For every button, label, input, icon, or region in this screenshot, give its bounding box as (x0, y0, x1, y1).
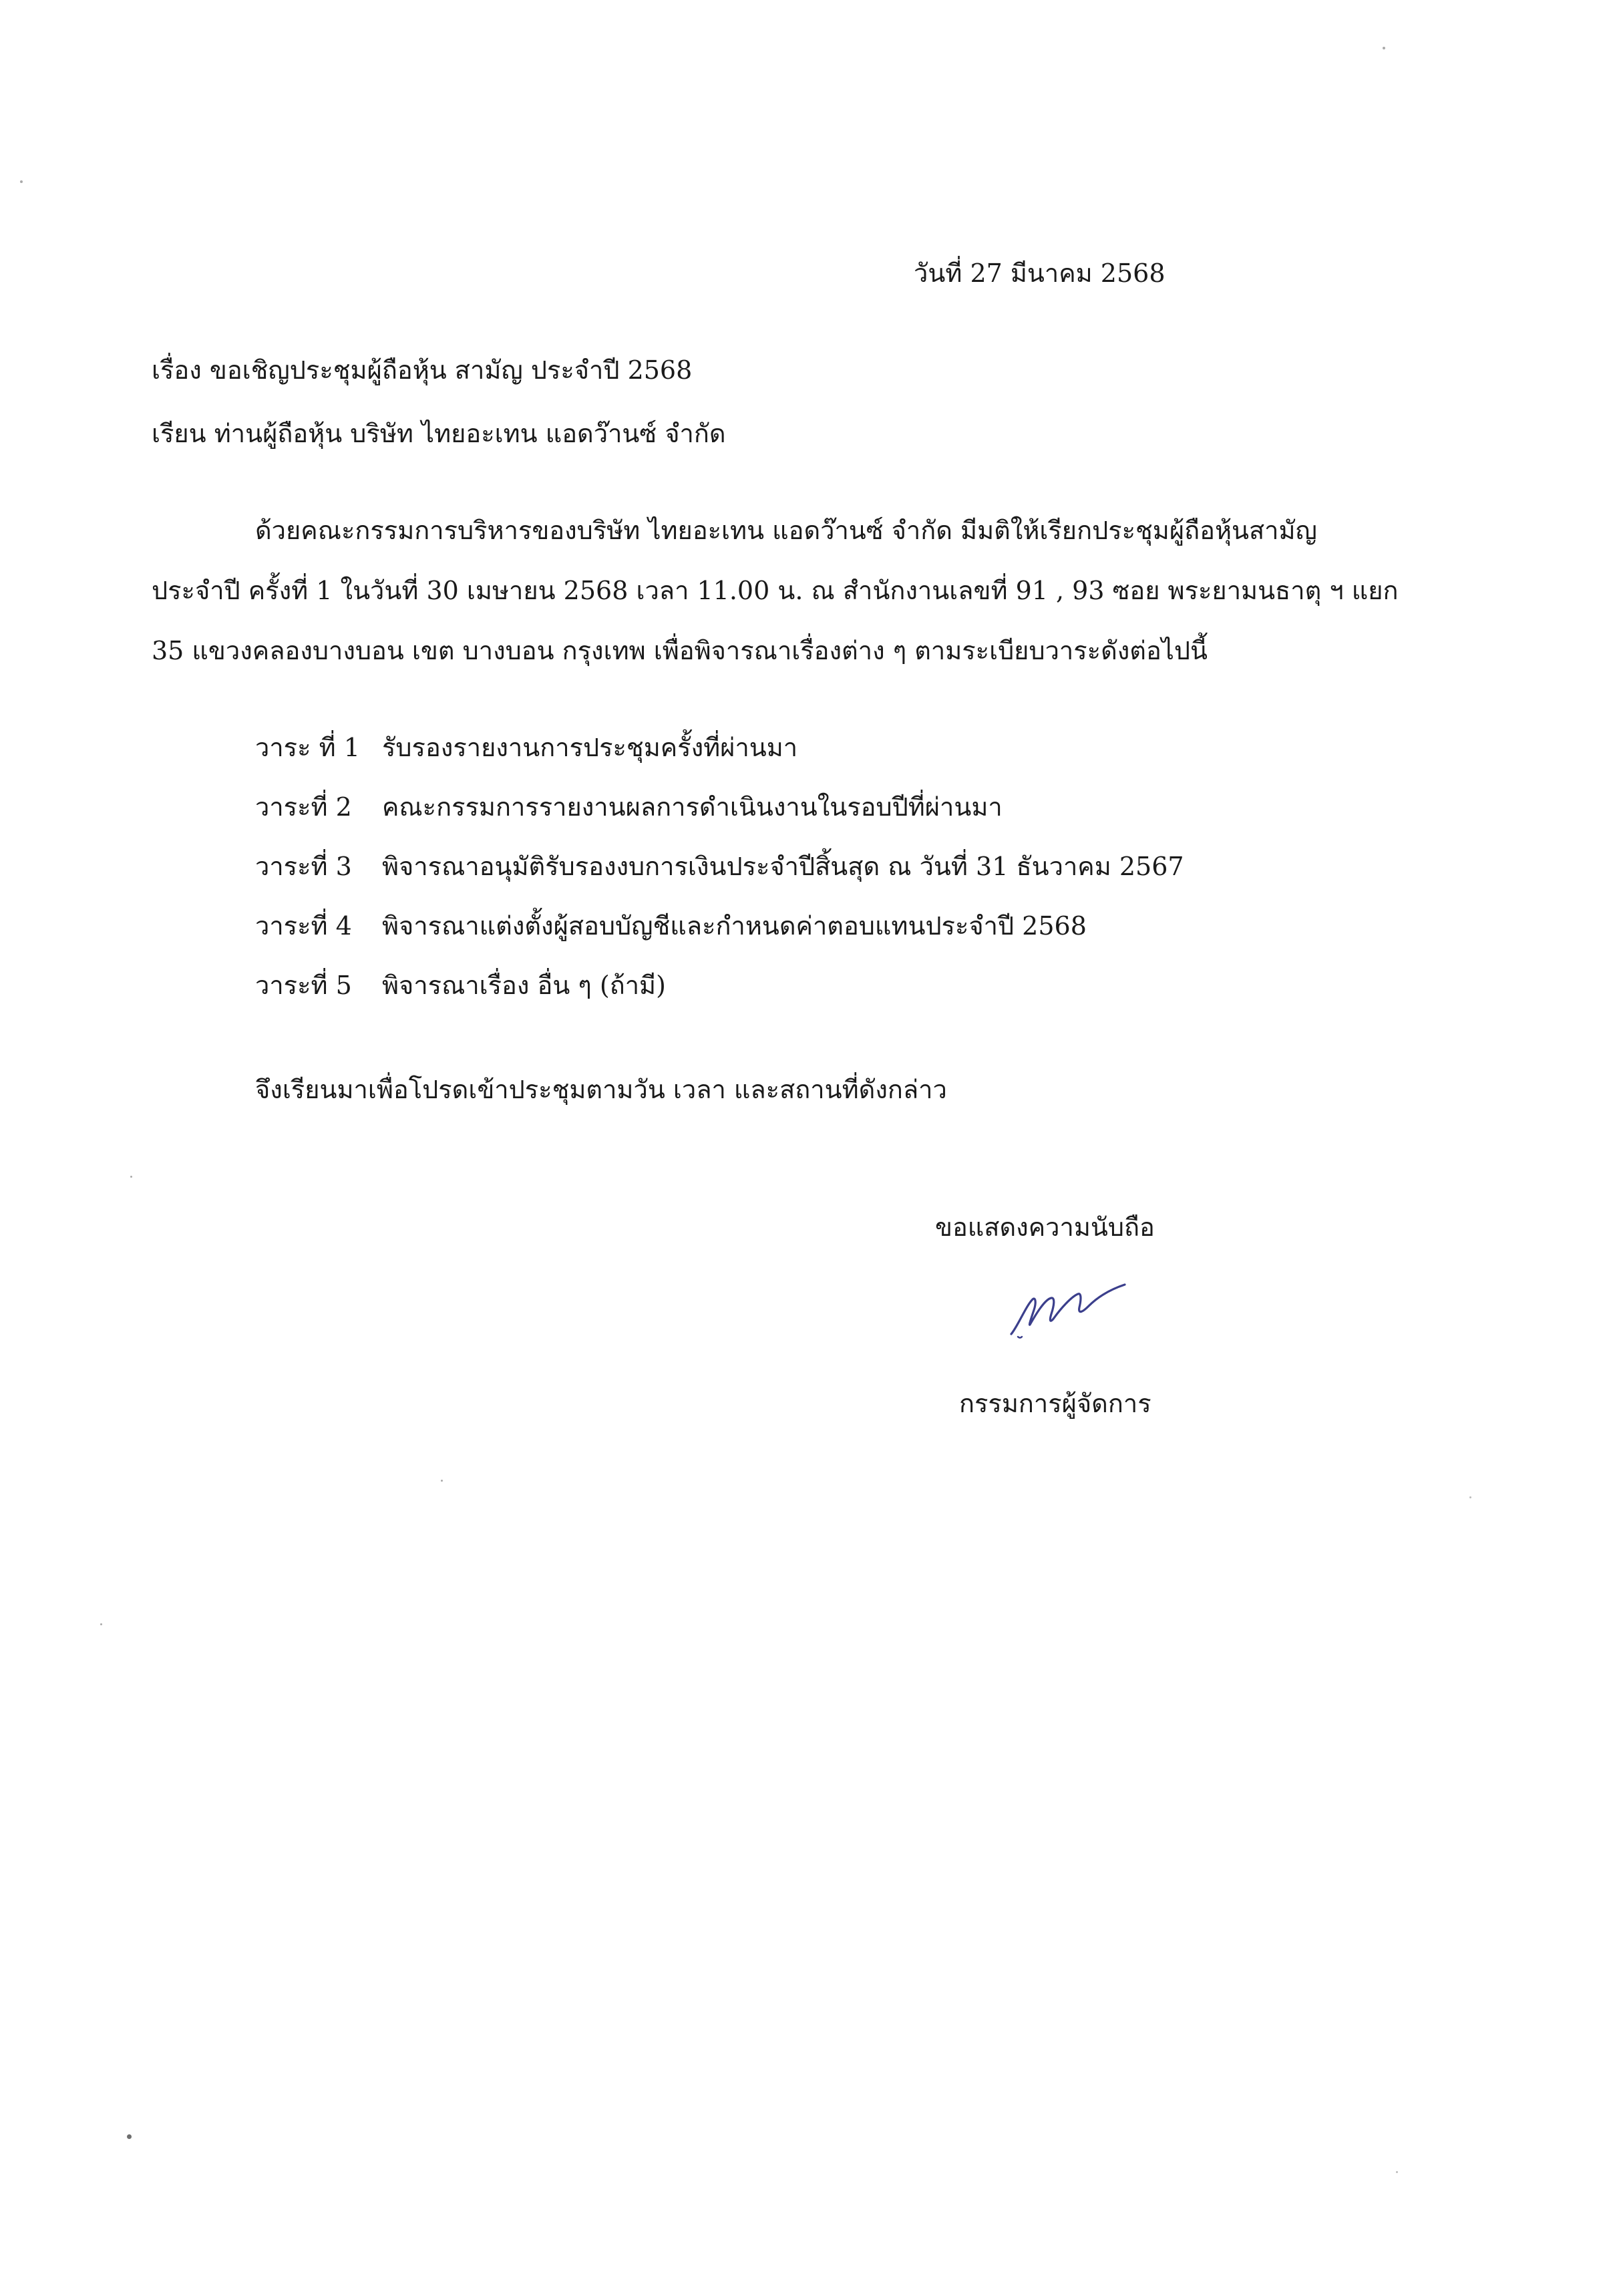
agenda-number: วาระที่ 2 (255, 792, 352, 822)
body-paragraph-line: ประจำปี ครั้งที่ 1 ในวันที่ 30 เมษายน 2568 เวลา 11.00 น. ณ สำนักงานเลขที่ 91 , 93 ซอย พระยามนธาตุ ฯ แยก (152, 576, 1399, 605)
letter-recipient: เรียน ท่านผู้ถือหุ้น บริษัท ไทยอะเทน แอดว๊านซ์ จำกัด (152, 419, 726, 448)
agenda-item (255, 735, 1184, 794)
scan-speck (20, 180, 23, 183)
agenda-text: พิจารณาอนุมัติรับรองงบการเงินประจำปีสิ้นสุด ณ วันที่ 31 ธันวาคม 2567 (382, 852, 1184, 881)
scan-speck (1396, 2171, 1398, 2173)
complimentary-close: ขอแสดงความนับถือ (935, 1212, 1155, 1242)
agenda-list (255, 735, 1184, 1032)
agenda-item (255, 973, 1184, 1032)
scan-speck (127, 2134, 132, 2139)
scan-speck (130, 1176, 132, 1178)
agenda-text: คณะกรรมการรายงานผลการดำเนินงานในรอบปีที่ผ่านมา (382, 792, 1003, 822)
letter-subject: เรื่อง ขอเชิญประชุมผู้ถือหุ้น สามัญ ประจำปี 2568 (152, 355, 693, 385)
body-paragraph-line: ด้วยคณะกรรมการบริหารของบริษัท ไทยอะเทน แอดว๊านซ์ จำกัด มีมติให้เรียกประชุมผู้ถือหุ้นสามัญ (255, 516, 1317, 545)
scan-speck (100, 1623, 102, 1625)
letter-date: วันที่ 27 มีนาคม 2568 (914, 259, 1166, 288)
agenda-item (255, 794, 1184, 854)
agenda-number: วาระ ที่ 1 (255, 733, 360, 762)
agenda-text: พิจารณาแต่งตั้งผู้สอบบัญชีและกำหนดค่าตอบแทนประจำปี 2568 (382, 911, 1087, 941)
agenda-number: วาระที่ 3 (255, 852, 352, 881)
body-paragraph-line: 35 แขวงคลองบางบอน เขต บางบอน กรุงเทพ เพื่อพิจารณาเรื่องต่าง ๆ ตามระเบียบวาระดังต่อไปนี้ (152, 636, 1208, 665)
scan-speck (1383, 47, 1385, 49)
closing-sentence: จึงเรียนมาเพื่อโปรดเข้าประชุมตามวัน เวลา และสถานที่ดังกล่าว (255, 1075, 947, 1104)
scan-speck (441, 1480, 443, 1482)
agenda-number: วาระที่ 5 (255, 971, 352, 1000)
agenda-item (255, 854, 1184, 913)
agenda-text: รับรองรายงานการประชุมครั้งที่ผ่านมา (382, 733, 798, 762)
handwritten-signature (1006, 1279, 1133, 1346)
scan-speck (1469, 1496, 1471, 1498)
agenda-number: วาระที่ 4 (255, 911, 352, 941)
agenda-item (255, 913, 1184, 973)
signatory-title: กรรมการผู้จัดการ (959, 1389, 1151, 1418)
agenda-text: พิจารณาเรื่อง อื่น ๆ (ถ้ามี) (382, 971, 666, 1000)
